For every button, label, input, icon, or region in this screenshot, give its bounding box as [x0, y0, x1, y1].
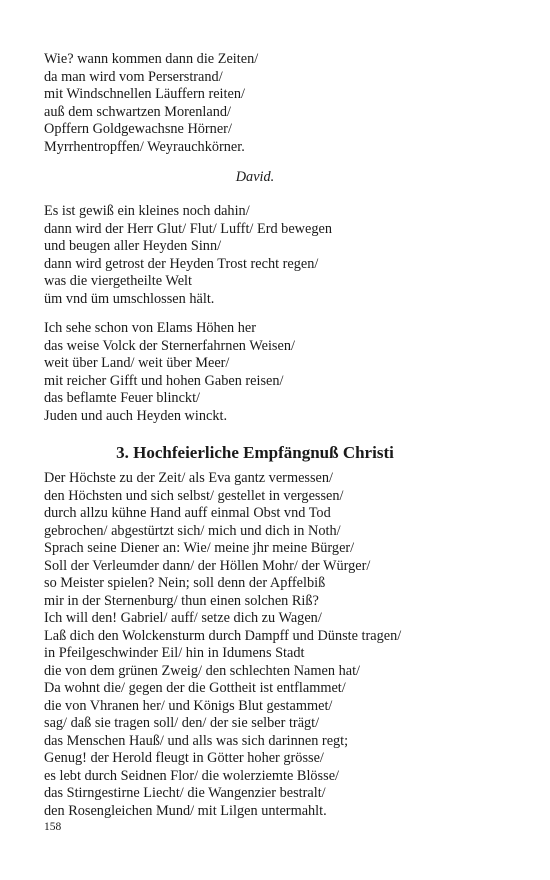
verse-line: Juden und auch Heyden winckt.: [44, 407, 228, 424]
verse-line: das Stirngestirne Liecht/ die Wangenzier bestralt/: [44, 785, 326, 801]
verse-line: in Pfeilgeschwinder Eil/ hin in Idumens Stadt: [44, 645, 305, 661]
verse-line: das beflamte Feuer blinckt/: [44, 390, 201, 406]
stanza-2: [44, 203, 514, 308]
verse-line: mit Windschnellen Läuffern reiten/: [44, 86, 245, 102]
verse-line: sag/ daß sie tragen soll/ den/ der sie selber trägt/: [44, 715, 320, 731]
verse-line: es lebt durch Seidnen Flor/ die wolerziemte Blösse/: [44, 767, 340, 784]
verse-line: Ich sehe schon von Elams Höhen her: [44, 320, 257, 336]
verse-line: gebrochen/ abgestürtzt sich/ mich und dich in Noth/: [44, 522, 341, 539]
verse-line: so Meister spielen? Nein; soll denn der Apffelbiß: [44, 575, 326, 591]
stanza-1: [44, 51, 514, 156]
verse-line: mir in der Sternenburg/ thun einen solchen Riß?: [44, 592, 319, 609]
stanza-3: [44, 320, 514, 425]
verse-line: Es ist gewiß ein kleines noch dahin/: [44, 203, 250, 219]
verse-line: Wie? wann kommen dann die Zeiten/: [44, 51, 259, 67]
verse-line: dann wird der Herr Glut/ Flut/ Lufft/ Erd bewegen: [44, 220, 332, 237]
verse-line: was die viergetheilte Welt: [44, 273, 192, 289]
verse-line: Laß dich den Wolckensturm durch Dampff und Dünste tragen/: [44, 627, 402, 644]
page-number: 158: [44, 821, 62, 833]
verse-line: Ich will den! Gabriel/ auff/ setze dich zu Wagen/: [44, 610, 322, 626]
verse-line: mit reicher Gifft und hohen Gaben reisen/: [44, 372, 284, 389]
speaker-name: David.: [235, 169, 275, 185]
verse-line: den Rosengleichen Mund/ mit Lilgen untermahlt.: [44, 802, 327, 819]
verse-line: da man wird vom Perserstrand/: [44, 68, 223, 85]
verse-line: dann wird getrost der Heyden Trost recht regen/: [44, 255, 319, 272]
verse-line: die von dem grünen Zweig/ den schlechten Namen hat/: [44, 662, 361, 679]
stanza-4: [44, 470, 514, 820]
verse-line: Soll der Verleumder dann/ der Höllen Mohr/ der Würger/: [44, 557, 371, 574]
verse-line: Da wohnt die/ gegen der die Gottheit ist entflammet/: [44, 680, 346, 696]
verse-line: den Höchsten und sich selbst/ gestellet in vergessen/: [44, 487, 344, 504]
verse-line: Myrrhentropffen/ Weyrauchkörner.: [44, 138, 245, 155]
verse-line: üm vnd üm umschlossen hält.: [44, 290, 215, 307]
verse-line: und beugen aller Heyden Sinn/: [44, 238, 222, 254]
verse-line: weit über Land/ weit über Meer/: [44, 355, 230, 371]
verse-line: Opffern Goldgewachsne Hörner/: [44, 121, 232, 137]
verse-line: das Menschen Hauß/ und alls was sich darinnen regt;: [44, 732, 349, 749]
verse-line: auß dem schwartzen Morenland/: [44, 103, 231, 120]
section-heading: 3. Hochfeierliche Empfängnuß Christi: [116, 443, 394, 462]
verse-line: durch allzu kühne Hand auff einmal Obst vnd Tod: [44, 505, 331, 521]
verse-line: Sprach seine Diener an: Wie/ meine jhr meine Bürger/: [44, 540, 355, 556]
verse-line: die von Vhranen her/ und Königs Blut gestammet/: [44, 697, 333, 714]
verse-line: das weise Volck der Sternerfahrnen Weisen/: [44, 337, 295, 354]
verse-line: Genug! der Herold fleugt in Götter hoher grösse/: [44, 750, 324, 766]
verse-line: Der Höchste zu der Zeit/ als Eva gantz vermessen/: [44, 470, 334, 486]
